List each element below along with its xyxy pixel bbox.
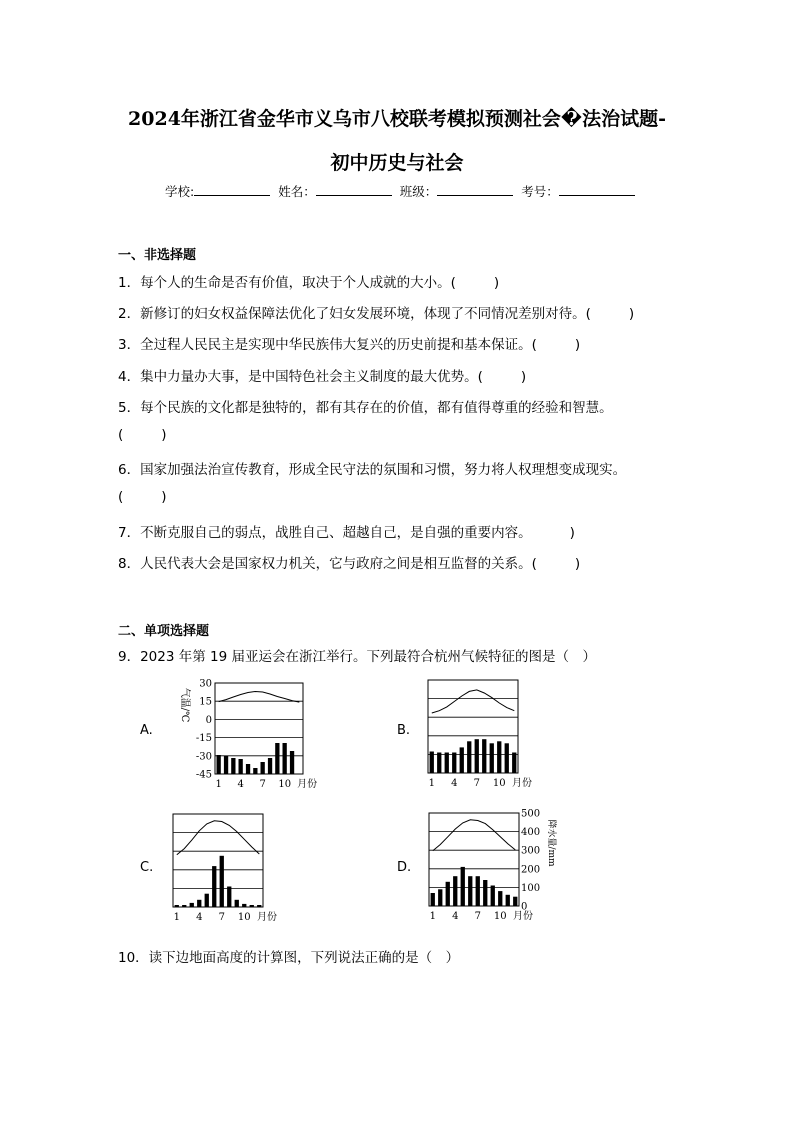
x-unit-label: 月份 [512, 778, 532, 789]
exam-number-label: 考号： [521, 184, 559, 199]
precipitation-bar [497, 741, 501, 773]
x-tick-label: 10 [278, 779, 292, 790]
question-7-text: 7．不断克服自己的弱点，战胜自己、超越自己，是自强的重要内容。 [118, 525, 532, 541]
precipitation-bar [430, 752, 434, 774]
paren-close: ) [520, 369, 527, 385]
precipitation-bar [476, 876, 480, 906]
paren-close: ) [574, 337, 581, 353]
precipitation-bar [290, 751, 294, 774]
x-tick-label: 1 [428, 778, 435, 789]
plot-frame [173, 814, 263, 907]
student-info-line [165, 182, 639, 200]
precipitation-bar [452, 753, 456, 774]
x-tick-label: 10 [493, 911, 507, 922]
y-tick-label: 0 [205, 714, 212, 726]
paren-close: ) [574, 556, 581, 572]
x-tick-label: 1 [173, 912, 180, 923]
name-blank[interactable] [316, 183, 392, 196]
paren-close: ) [161, 489, 167, 505]
precipitation-bar [212, 866, 216, 907]
document-title-line1: 2024年浙江省金华市义乌市八校联考模拟预测社会�法治试题- [128, 108, 666, 130]
precipitation-bar [175, 905, 179, 907]
precipitation-bar [505, 743, 509, 773]
option-c-label[interactable]: C. [140, 860, 154, 875]
y-tick-label: -30 [195, 751, 212, 763]
temperature-curve [219, 692, 300, 703]
precipitation-bar [506, 895, 510, 906]
section1-heading: 一、非选择题 [118, 248, 197, 263]
precipitation-bar [438, 889, 442, 906]
question-6-answer [118, 489, 167, 505]
precipitation-bar [483, 880, 487, 906]
x-unit-label: 月份 [297, 779, 318, 790]
question-7 [118, 521, 575, 541]
question-3 [118, 333, 580, 353]
y-tick-label: 200 [521, 864, 541, 876]
precipitation-bar [224, 756, 228, 774]
precipitation-bar [445, 753, 449, 774]
option-a-label[interactable]: A. [140, 723, 153, 738]
y-tick-label: 30 [199, 678, 212, 690]
paren-close: ) [493, 275, 500, 291]
y-tick-label: -45 [195, 769, 212, 781]
climate-chart-d[interactable] [420, 803, 560, 925]
precipitation-bar [231, 758, 235, 774]
precipitation-bar [283, 743, 287, 774]
precipitation-bar [242, 904, 246, 907]
plot-frame [429, 813, 519, 906]
y-tick-label: 0 [521, 901, 528, 913]
paren-open: ( [118, 489, 124, 505]
precipitation-bar [490, 743, 494, 773]
precipitation-bar [197, 900, 201, 907]
climate-chart-a[interactable] [170, 675, 320, 790]
paren-open: ( [118, 427, 124, 443]
y-tick-label: 15 [199, 696, 212, 708]
name-label: 姓名： [278, 184, 316, 199]
precipitation-bar [482, 739, 486, 773]
x-tick-label: 4 [452, 911, 459, 922]
precipitation-bar [257, 905, 261, 907]
y-tick-label: 400 [521, 827, 541, 839]
document-title-line2: 初中历史与社会 [330, 152, 464, 174]
x-tick-label: 10 [492, 778, 506, 789]
precipitation-bar [239, 759, 243, 774]
question-1-text: 1．每个人的生命是否有价值，取决于个人成就的大小。( [118, 275, 456, 291]
precipitation-bar [250, 905, 254, 907]
question-9: 9．2023 年第 19 届亚运会在浙江举行。下列最符合杭州气候特征的图是（ ） [118, 649, 596, 665]
x-tick-label: 4 [237, 779, 244, 790]
precipitation-bar [431, 893, 435, 906]
precipitation-bar [268, 758, 272, 774]
precipitation-bar [246, 764, 250, 774]
class-blank[interactable] [437, 183, 513, 196]
school-label: 学校: [165, 184, 195, 199]
school-blank[interactable] [194, 183, 270, 196]
question-5: 5．每个民族的文化都是独特的，都有其存在的价值，都有值得尊重的经验和智慧。 [118, 400, 613, 416]
precipitation-bar [475, 739, 479, 773]
x-unit-label: 月份 [257, 912, 277, 923]
y-tick-label: 100 [521, 882, 541, 894]
question-8-text: 8．人民代表大会是国家权力机关，它与政府之间是相互监督的关系。( [118, 556, 537, 572]
precipitation-bar [453, 876, 457, 906]
precipitation-bar [275, 743, 279, 774]
question-1 [118, 271, 499, 291]
precipitation-bar [468, 876, 472, 906]
climate-chart-c[interactable] [165, 808, 285, 923]
question-2-text: 2．新修订的妇女权益保障法优化了妇女发展环境，体现了不同情况差别对待。( [118, 306, 591, 322]
precipitation-bar [460, 747, 464, 773]
question-4-text: 4．集中力量办大事，是中国特色社会主义制度的最大优势。( [118, 369, 483, 385]
question-2 [118, 302, 634, 322]
precipitation-bar [205, 894, 209, 907]
precipitation-bar [491, 886, 495, 907]
plot-frame [428, 680, 518, 773]
paren-close: ) [628, 306, 635, 322]
precipitation-bar [217, 755, 221, 774]
precipitation-bar [261, 762, 265, 774]
x-tick-label: 7 [218, 912, 225, 923]
paren-close: ) [569, 525, 575, 541]
temperature-curve [433, 820, 516, 851]
x-tick-label: 7 [259, 779, 266, 790]
precipitation-bar [182, 905, 186, 907]
climate-chart-b[interactable] [420, 675, 540, 790]
precipitation-bar [467, 741, 471, 773]
class-label: 班级： [399, 184, 438, 199]
question-4 [118, 365, 526, 385]
precipitation-bar [513, 897, 517, 906]
x-unit-label: 月份 [513, 911, 533, 922]
x-tick-label: 1 [429, 911, 436, 922]
precipitation-bar [220, 856, 224, 907]
precipitation-bar [235, 900, 239, 907]
section2-heading: 二、单项选择题 [118, 624, 210, 639]
question-3-text: 3．全过程人民民主是实现中华民族伟大复兴的历史前提和基本保证。( [118, 337, 537, 353]
x-tick-label: 1 [215, 779, 222, 790]
temperature-curve [177, 821, 259, 855]
question-8 [118, 552, 580, 572]
precipitation-bar [227, 887, 231, 908]
precipitation-bar [437, 753, 441, 774]
precipitation-bar [190, 903, 194, 907]
y-axis-label: 降水量/mm [546, 819, 556, 867]
x-tick-label: 10 [237, 912, 251, 923]
question-5-answer [118, 427, 167, 443]
x-tick-label: 7 [474, 911, 481, 922]
question-6: 6．国家加强法治宣传教育，形成全民守法的氛围和习惯，努力将人权理想变成现实。 [118, 462, 627, 478]
y-axis-label: 气温/℃ [179, 687, 190, 723]
option-d-label[interactable]: D. [397, 860, 412, 875]
x-tick-label: 4 [196, 912, 203, 923]
x-tick-label: 4 [451, 778, 458, 789]
y-tick-label: 500 [521, 808, 541, 820]
y-tick-label: -15 [195, 733, 212, 745]
y-tick-label: 300 [521, 845, 541, 857]
paren-close: ) [161, 427, 167, 443]
option-b-label[interactable]: B. [397, 723, 411, 738]
precipitation-bar [253, 768, 257, 774]
precipitation-bar [461, 867, 465, 906]
precipitation-bar [498, 891, 502, 906]
x-tick-label: 7 [473, 778, 480, 789]
exam-number-blank[interactable] [559, 183, 635, 196]
question-10: 10．读下边地面高度的计算图，下列说法正确的是（ ） [118, 950, 460, 966]
precipitation-bar [446, 882, 450, 906]
precipitation-bar [512, 753, 516, 774]
temperature-curve [432, 690, 515, 713]
